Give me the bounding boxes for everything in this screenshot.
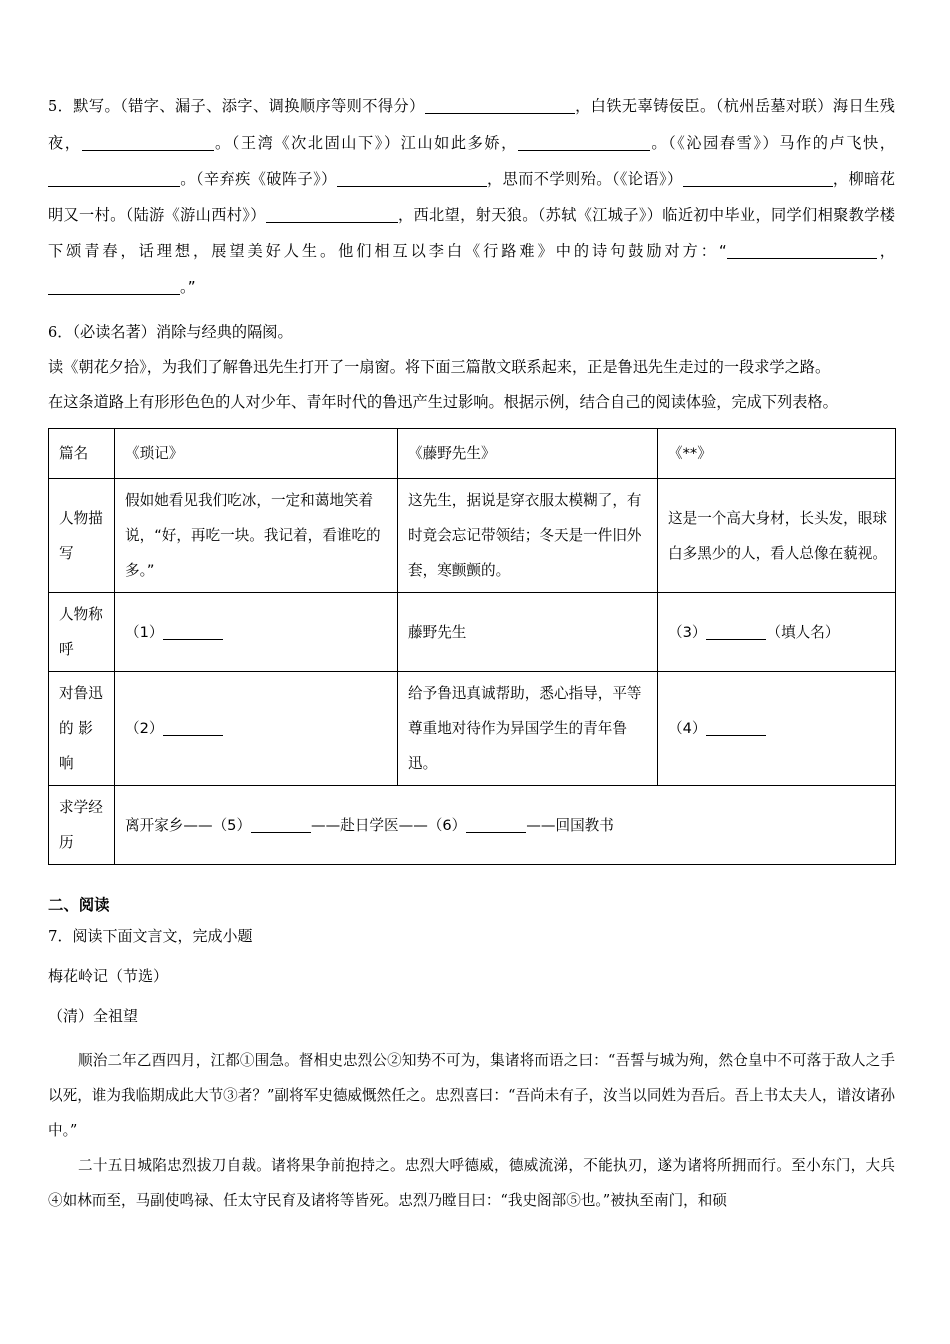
answer-blank-8[interactable] [727, 258, 877, 259]
section-title-reading: 二、阅读 [48, 896, 110, 914]
table-row [49, 593, 896, 672]
answer-blank-q2[interactable] [163, 735, 223, 736]
table-row [49, 786, 896, 865]
question-5-block [48, 88, 895, 305]
row-label-influence: 对鲁迅的 影响 [49, 672, 115, 786]
table-row [49, 672, 896, 786]
question-5-segment-1: ，白铁无辜铸佞臣。（杭州岳墓对联）海日生残夜， [48, 97, 895, 152]
table-header-col-b: 《藤野先生》 [398, 429, 658, 479]
cell-name-c-prefix: （3） [668, 623, 707, 641]
cell-name-c-suffix: （填人名） [766, 623, 840, 641]
answer-blank-q4[interactable] [706, 735, 766, 736]
question-5-segment-2: 。（王湾《次北固山下》）江山如此多娇， [213, 134, 518, 152]
question-5-segment-8: ， [876, 242, 895, 260]
table-header-col-c: 《**》 [658, 429, 896, 479]
question-5-segment-4: 。（辛弃疾《破阵子》） [180, 170, 337, 188]
answer-blank-9[interactable] [48, 294, 180, 295]
question-5-segment-7: ，西北望，射天狼。（苏轼《江城子》）临近初中毕业，同学们相聚教学楼下颂青春，话理想，展望美好人生。他们相互以李白《行路难》中的诗句鼓励对方：“ [48, 206, 895, 260]
cell-name-a [115, 593, 398, 672]
answer-blank-5[interactable] [337, 186, 487, 187]
row-label-character-name: 人物称呼 [49, 593, 115, 672]
answer-blank-q5[interactable] [251, 832, 311, 833]
table-row [49, 479, 896, 593]
passage-title: 梅花岭记（节选） [48, 967, 169, 985]
cell-description-c: 这是一个高大身材，长头发，眼球白多黑少的人，看人总像在藐视。 [658, 479, 896, 593]
question-5-segment-9: 。” [180, 278, 196, 296]
answer-blank-1[interactable] [425, 113, 575, 114]
answer-blank-q3[interactable] [706, 639, 766, 640]
answer-blank-q6[interactable] [466, 832, 526, 833]
cell-influence-a [115, 672, 398, 786]
question-5-segment-3: 。（《沁园春雪》）马作的卢飞快， [649, 134, 895, 152]
cell-influence-b: 给予鲁迅真诚帮助，悉心指导，平等尊重地对待作为异国学生的青年鲁迅。 [398, 672, 658, 786]
question-6-paragraph-2: 在这条道路上有形形色色的人对少年、青年时代的鲁迅产生过影响。根据示例，结合自己的阅读体验，完成下列表格。 [48, 393, 838, 411]
cell-name-c [658, 593, 896, 672]
study-history-text-1: 离开家乡——（5） [125, 816, 252, 834]
question-6-paragraph-1: 读《朝花夕拾》，为我们了解鲁迅先生打开了一扇窗。将下面三篇散文联系起来，正是鲁迅先生走过的一段求学之路。 [48, 358, 831, 376]
answer-blank-7[interactable] [266, 222, 398, 223]
row-label-character-description: 人物描写 [49, 479, 115, 593]
cell-name-b: 藤野先生 [398, 593, 658, 672]
answer-blank-3[interactable] [518, 150, 650, 151]
cell-name-a-prefix: （1） [125, 623, 164, 641]
cell-influence-a-prefix: （2） [125, 720, 164, 737]
question-6-title-line [48, 315, 895, 350]
table-header-col-a: 《琐记》 [115, 429, 398, 479]
question-7-prompt: 7．阅读下面文言文，完成小题 [48, 927, 253, 945]
cell-influence-c [658, 672, 896, 786]
table-header-row [49, 429, 896, 479]
question-6-title: ．（必读名著）消除与经典的隔阂。 [57, 323, 293, 341]
passage-author: （清）全祖望 [48, 1007, 139, 1025]
cell-description-b: 这先生，据说是穿衣服太模糊了，有时竟会忘记带领结；冬天是一件旧外套，寒颤颤的。 [398, 479, 658, 593]
question-5-prompt: ．默写。（错字、漏子、添字、调换顺序等则不得分） [57, 97, 425, 115]
question-6-number: 6 [48, 325, 58, 341]
study-history-text-3: ——回国教书 [526, 816, 614, 834]
answer-blank-2[interactable] [82, 150, 214, 151]
cell-study-history [115, 786, 896, 865]
answer-blank-4[interactable] [48, 186, 180, 187]
cell-influence-c-prefix: （4） [668, 720, 707, 737]
answer-blank-q1[interactable] [163, 639, 223, 640]
cell-description-a: 假如她看见我们吃冰，一定和蔼地笑着说，“好，再吃一块。我记着，看谁吃的多。” [115, 479, 398, 593]
passage-paragraph-1: 顺治二年乙酉四月，江都①围急。督相史忠烈公②知势不可为，集诸将而语之曰：“吾誓与城为殉，然仓皇中不可落于敌人之手以死，谁为我临期成此大节③者？”副将军史德威慨然任之。忠烈喜曰：“吾尚未有子，汝当以同姓为吾后。吾上书太夫人，谱汝诸孙中。” [48, 1052, 895, 1139]
question-5-segment-6: ，柳暗花明又一村。（陆游《游山西村》） [48, 170, 895, 224]
answer-blank-6[interactable] [683, 186, 833, 187]
passage-paragraph-2: 二十五日城陷忠烈拔刀自裁。诸将果争前抱持之。忠烈大呼德威，德威流涕，不能执刃，遂为诸将所拥而行。至小东门，大兵④如林而至，马副使鸣禄、任太守民育及诸将等皆死。忠烈乃瞠目曰：“我史阁部⑤也。”被执至南门，和硕 [48, 1157, 895, 1209]
question-5-segment-5: ，思而不学则殆。（《论语》） [486, 170, 683, 188]
novel-analysis-table [48, 428, 896, 865]
question-5-number: 5 [48, 99, 58, 115]
study-history-text-2: ——赴日学医——（6） [311, 816, 467, 834]
table-header-label: 篇名 [49, 429, 115, 479]
row-label-study-history: 求学经历 [49, 786, 115, 865]
